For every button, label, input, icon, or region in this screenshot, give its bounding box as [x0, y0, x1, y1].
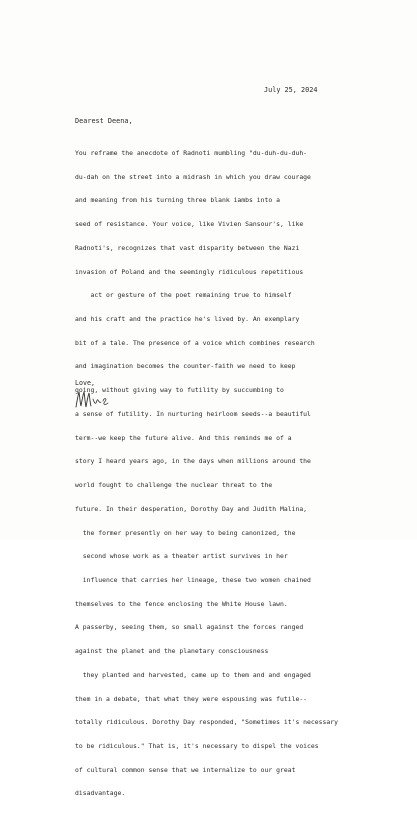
body-line: world fought to challenge the nuclear threat to the — [75, 481, 273, 490]
body-line: and imagination becomes the counter-faith we need to keep — [75, 362, 296, 371]
body-line: story I heard years ago, in the days when millions around the — [75, 457, 311, 466]
body-line: second whose work as a theater artist survives in her — [75, 552, 288, 561]
body-line: Radnoti's, recognizes that vast disparity between the Nazi — [75, 243, 300, 252]
body-line: they planted and harvested, came up to them and and engaged — [75, 670, 311, 679]
letter-body — [75, 134, 338, 814]
body-line: disadvantage. — [75, 789, 126, 798]
body-line: a sense of futility. In nurturing heirloom seeds--a beautiful — [75, 409, 311, 418]
body-line: and his craft and the practice he's lived by. An exemplary — [75, 315, 300, 324]
body-line: You reframe the anecdote of Radnoti mumbling "du-duh-du-duh- — [75, 149, 308, 157]
body-line: them in a debate, that what they were espousing was futile-- — [75, 694, 308, 703]
letter-date: July 25, 2024 — [264, 86, 318, 94]
body-line: term--we keep the future alive. And this reminds me of a — [75, 433, 292, 442]
body-line: seed of resistance. Your voice, like Vivien Sansour's, like — [75, 220, 304, 229]
body-line: future. In their desperation, Dorothy Day and Judith Malina, — [75, 504, 308, 513]
body-line: the former presently on her way to being canonized, the — [75, 528, 296, 537]
body-line: A passerby, seeing them, so small against the forces ranged — [75, 623, 304, 632]
body-line: totally ridiculous. Dorothy Day responded, "Sometimes it's necessary — [75, 718, 338, 727]
body-line: against the planet and the planetary consciousness — [75, 647, 269, 656]
body-line: du-dah on the street into a midrash in which you draw courage — [75, 172, 311, 181]
body-line: act or gesture of the poet remaining true to himself — [75, 291, 292, 300]
salutation: Dearest Deena, — [75, 117, 133, 125]
body-line: themselves to the fence enclosing the White House lawn. — [75, 599, 288, 608]
handwritten-signature — [74, 389, 114, 411]
body-line: to be ridiculous." That is, it's necessary to dispel the voices — [75, 741, 319, 750]
body-line: and meaning from his turning three blank iambs into a — [75, 196, 280, 205]
body-line: bit of a tale. The presence of a voice which combines research — [75, 338, 315, 347]
body-line: influence that carries her lineage, these two women chained — [75, 575, 311, 584]
body-line: invasion of Poland and the seemingly ridiculous repetitious — [75, 267, 304, 276]
body-line: of cultural common sense that we internalize to our great — [75, 765, 296, 774]
body-line: going, without giving way to futility by succumbing to — [75, 386, 284, 395]
closing: Love, — [75, 379, 95, 387]
